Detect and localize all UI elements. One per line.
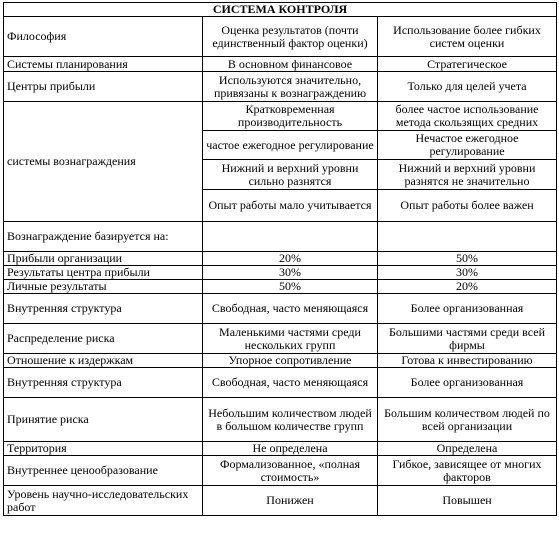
cell-planning-a: В основном финансовое: [203, 57, 378, 72]
cell-risk-distribution-a: Маленькими частями среди нескольких групп: [203, 324, 378, 354]
cell-territory-b: Определена: [378, 442, 557, 456]
table-row: [4, 72, 557, 102]
cell-reward-2-b: Нечастое ежегодное регулирование: [378, 131, 557, 160]
cell-reward-4-a: Опыт работы мало учитывается: [203, 190, 378, 222]
table-row: [4, 266, 557, 280]
cell-personal-b: 20%: [378, 280, 557, 294]
row-label-risk-distribution: Распределение риска: [4, 324, 203, 354]
cell-structure-2-a: Свободная, часто меняющаяся: [203, 368, 378, 398]
table-row: [4, 294, 557, 324]
cell-center-profit-a: 30%: [203, 266, 378, 280]
table-row: [4, 368, 557, 398]
table-title-row: [4, 3, 557, 17]
cell-org-profit-b: 50%: [378, 252, 557, 266]
row-label-planning: Системы планирования: [4, 57, 203, 72]
cell-reward-3-a: Нижний и верхний уровни сильно разнятся: [203, 160, 378, 190]
cell-territory-a: Не определена: [203, 442, 378, 456]
cell-structure-2-b: Более организованная: [378, 368, 557, 398]
row-label-pricing: Внутреннее ценообразование: [4, 456, 203, 486]
control-system-table: [3, 2, 557, 516]
cell-philosophy-b: Использование более гибких систем оценки: [378, 17, 557, 57]
table-row: [4, 17, 557, 57]
cell-risk-taking-b: Большим количеством людей по всей организации: [378, 398, 557, 442]
cell-reward-1-a: Кратковременная производительность: [203, 102, 378, 131]
row-label-reward-based: Вознаграждение базируется на:: [4, 222, 203, 252]
row-label-structure-2: Внутренняя структура: [4, 368, 203, 398]
row-label-rnd: Уровень научно-исследовательских работ: [4, 486, 203, 516]
row-label-risk-taking: Принятие риска: [4, 398, 203, 442]
cell-pricing-a: Формализованное, «полная стоимость»: [203, 456, 378, 486]
cell-reward-3-b: Нижний и верхний уровни разнятся не значительно: [378, 160, 557, 190]
row-label-structure-1: Внутренняя структура: [4, 294, 203, 324]
row-label-personal: Личные результаты: [4, 280, 203, 294]
row-label-philosophy: Философия: [4, 17, 203, 57]
cell-philosophy-a: Оценка результатов (почти единственный фактор оценки): [203, 17, 378, 57]
cell-personal-a: 50%: [203, 280, 378, 294]
table-row: [4, 57, 557, 72]
cell-empty: [203, 222, 378, 252]
row-label-org-profit: Прибыли организации: [4, 252, 203, 266]
cell-rnd-b: Повышен: [378, 486, 557, 516]
table-row: [4, 252, 557, 266]
row-label-profit-centers: Центры прибыли: [4, 72, 203, 102]
table-row: [4, 486, 557, 516]
cell-planning-b: Стратегическое: [378, 57, 557, 72]
cell-structure-1-b: Более организованная: [378, 294, 557, 324]
table-row: [4, 280, 557, 294]
cell-costs-b: Готова к инвестированию: [378, 354, 557, 368]
table-row: [4, 442, 557, 456]
cell-profit-centers-a: Используются значительно, привязаны к вознаграждению: [203, 72, 378, 102]
table-row: [4, 222, 557, 252]
cell-reward-4-b: Опыт работы более важен: [378, 190, 557, 222]
table-title: СИСТЕМА КОНТРОЛЯ: [4, 3, 557, 17]
cell-center-profit-b: 30%: [378, 266, 557, 280]
cell-costs-a: Упорное сопротивление: [203, 354, 378, 368]
cell-rnd-a: Понижен: [203, 486, 378, 516]
table-row: [4, 456, 557, 486]
row-label-territory: Территория: [4, 442, 203, 456]
cell-risk-taking-a: Небольшим количеством людей в большом количестве групп: [203, 398, 378, 442]
cell-profit-centers-b: Только для целей учета: [378, 72, 557, 102]
cell-empty: [378, 222, 557, 252]
cell-reward-1-b: более частое использование метода скользящих средних: [378, 102, 557, 131]
table-row: [4, 398, 557, 442]
cell-structure-1-a: Свободная, часто меняющаяся: [203, 294, 378, 324]
row-label-costs: Отношение к издержкам: [4, 354, 203, 368]
table-row: [4, 102, 557, 131]
cell-reward-2-a: частое ежегодное регулирование: [203, 131, 378, 160]
cell-org-profit-a: 20%: [203, 252, 378, 266]
cell-risk-distribution-b: Большими частями среди всей фирмы: [378, 324, 557, 354]
row-label-center-profit: Результаты центра прибыли: [4, 266, 203, 280]
table-row: [4, 324, 557, 354]
row-label-reward-systems: системы вознаграждения: [4, 102, 203, 222]
cell-pricing-b: Гибкое, зависящее от многих факторов: [378, 456, 557, 486]
table-row: [4, 354, 557, 368]
